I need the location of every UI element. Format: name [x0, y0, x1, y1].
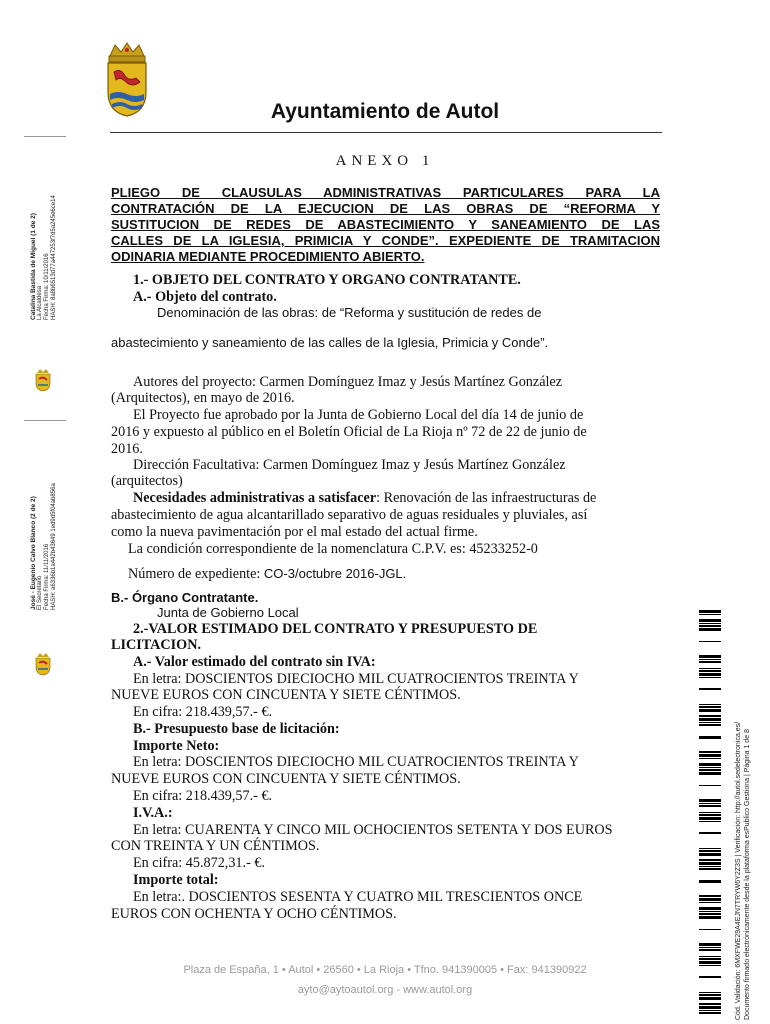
section1-heading: 1.- OBJETO DEL CONTRATO Y ORGANO CONTRATANTE. [133, 272, 521, 288]
barcode-bar [699, 961, 721, 964]
barcode-bar [699, 895, 721, 897]
seal-icon [34, 652, 52, 676]
importe-total-label: Importe total: [133, 872, 219, 888]
barcode-bar [699, 763, 721, 766]
barcode-bar [699, 817, 721, 820]
signature-divider [24, 136, 66, 137]
barcode-bar [699, 769, 721, 771]
barcode-bar [699, 992, 721, 993]
signature-text [30, 483, 58, 610]
barcode-bar [699, 859, 721, 861]
barcode-bar [699, 949, 721, 951]
barcode-bar [699, 767, 721, 768]
barcode-bar [699, 997, 721, 1000]
barcode-bar [699, 866, 721, 867]
barcode-bar [699, 704, 721, 705]
barcode-bar [699, 965, 721, 966]
barcode-bar [699, 659, 721, 660]
barcode-bar [699, 913, 721, 915]
barcode-bar [699, 943, 721, 946]
barcode-bar [699, 799, 721, 802]
expediente-value: CO-3/octubre 2016-JGL. [263, 566, 407, 581]
barcode-bar [699, 1006, 721, 1009]
seal-icon [34, 368, 52, 392]
barcode-bar [699, 673, 721, 676]
amount-line: En cifra: 218.439,57.- €. [133, 788, 273, 804]
barcode-bar [699, 641, 721, 642]
amount-line: En cifra: 218.439,57.- €. [133, 704, 273, 720]
expediente-label: Número de expediente: [128, 566, 264, 582]
section1-subheading-b: B.- Órgano Contratante. [111, 590, 259, 605]
aprobado-line: 2016 y expuesto al público en el Boletín Oficial de La Rioja nº 72 de 22 de junio de [111, 424, 587, 440]
barcode-bar [699, 758, 721, 759]
iva-label: I.V.A.: [133, 805, 173, 821]
barcode-bar [699, 751, 721, 753]
barcode-bar [699, 722, 721, 723]
barcode-bar [699, 929, 721, 930]
amount-line: En letra:. DOSCIENTOS SESENTA Y CUATRO MIL TRESCIENTOS ONCE [133, 889, 583, 905]
signer-name: José - Eugenio Calvo Blanco (2 de 2) [30, 496, 37, 610]
barcode-bar [699, 623, 721, 624]
barcode-bar [699, 655, 721, 658]
barcode-bar [699, 709, 721, 712]
header-divider [110, 132, 662, 133]
footer-contact: ayto@aytoautol.org - www.autol.org [297, 984, 473, 996]
autores-line: Autores del proyecto: Carmen Domínguez Imaz y Jesús Martínez González [133, 374, 563, 390]
section2-heading: LICITACION. [111, 637, 202, 653]
barcode-bar [699, 614, 721, 615]
section2-heading: 2.-VALOR ESTIMADO DEL CONTRATO Y PRESUPUESTO DE [133, 621, 538, 637]
barcode-bar [699, 916, 721, 919]
barcode-bar [699, 619, 721, 622]
barcode-bar [699, 1010, 721, 1011]
barcode-bar [699, 947, 721, 948]
barcode-bar [699, 850, 721, 852]
barcode-bar [699, 803, 721, 804]
barcode-bar [699, 736, 721, 739]
document-title-line: ODINARIA MEDIANTE PROCEDIMIENTO ABIERTO. [111, 249, 425, 264]
document-title-line: CONTRATACIÓN DE LA EJECUCION DE LAS OBRAS DE “REFORMA Y [111, 201, 660, 216]
barcode-bar [699, 821, 721, 822]
barcode-bar [699, 677, 721, 678]
signer-role: El Secretario [37, 575, 43, 610]
barcode-bar [699, 880, 721, 883]
barcode-bar [699, 625, 721, 627]
barcode-bar [699, 715, 721, 717]
amount-line: NUEVE EUROS CON CINCUENTA Y SIETE CÉNTIMOS. [111, 771, 461, 787]
expediente-line [128, 565, 406, 583]
barcode-bar [699, 718, 721, 721]
signer-role: La Alcaldesa [37, 285, 43, 320]
barcode-bar [699, 911, 721, 912]
barcode-bar [699, 848, 721, 849]
barcode-bar [699, 688, 721, 690]
signature-date: Fecha Firma: 10/11/2016 [44, 253, 50, 320]
denominacion-line: abastecimiento y saneamiento de las calles de la Iglesia, Primicia y Conde”. [111, 335, 549, 350]
necesidades-line: abastecimiento de agua alcantarillado separativo de aguas residuales y pluviales, así [111, 507, 588, 523]
denominacion-line: Denominación de las obras: de “Reforma y sustitución de redes de [157, 305, 542, 320]
document-title-line: SUSTITUCION DE REDES DE ABASTECIMIENTO Y SANEAMIENTO DE LAS [111, 217, 660, 232]
section2-subheading-b: B.- Presupuesto base de licitación: [133, 721, 340, 737]
direccion-line: Dirección Facultativa: Carmen Domínguez Imaz y Jesús Martínez González [133, 457, 566, 473]
barcode-bar [699, 958, 721, 960]
barcode-bar [699, 785, 721, 786]
barcode-bar [699, 814, 721, 816]
signature-stamp [30, 483, 70, 750]
signature-date: Fecha Firma: 11/11/2016 [44, 543, 50, 610]
signature-hash: HASH: a6336b1a442b43649 1ed9d5f04ab856a [51, 483, 57, 610]
signature-hash: HASH: 8a8b6513d77a447253f7d5a245e6ce14 [51, 195, 57, 320]
barcode-bar [699, 994, 721, 996]
necesidades-text: : Renovación de las infraestructuras de [376, 490, 597, 506]
signer-name: Catalina Bastida de Miguel (1 de 2) [30, 213, 37, 320]
aprobado-line: 2016. [111, 441, 143, 457]
barcode-bar [699, 898, 721, 901]
signature-text [30, 195, 58, 320]
amount-line: En cifra: 45.872,31.- €. [133, 855, 265, 871]
barcode-bar [699, 724, 721, 726]
amount-line: En letra: DOSCIENTOS DIECIOCHO MIL CUATROCIENTOS TREINTA Y [133, 754, 579, 770]
amount-line: EUROS CON OCHENTA Y OCHO CÉNTIMOS. [111, 906, 397, 922]
barcode-bar [699, 862, 721, 865]
barcode-bar [699, 902, 721, 903]
barcode-bar [699, 772, 721, 775]
autores-line: (Arquitectos), en mayo de 2016. [111, 390, 295, 406]
aprobado-line: El Proyecto fue aprobado por la Junta de Gobierno Local del día 14 de junio de [133, 407, 584, 423]
amount-line: CON TREINTA Y UN CÉNTIMOS. [111, 838, 320, 854]
barcode-bar [699, 812, 721, 813]
barcode-bar [699, 868, 721, 870]
barcode-bar [699, 610, 721, 613]
barcode-bar [699, 1012, 721, 1014]
section2-subheading-a: A.- Valor estimado del contrato sin IVA: [133, 654, 376, 670]
cpv-line: La condición correspondiente de la nomenclatura C.P.V. es: 45233252-0 [128, 541, 538, 557]
barcode-bar [699, 628, 721, 631]
document-title-line: CALLES DE LA IGLESIA, PRIMICIA Y CONDE”. EXPEDIENTE DE TRAMITACION [111, 233, 660, 248]
document-title-line: PLIEGO DE CLAUSULAS ADMINISTRATIVAS PARTICULARES PARA LA [111, 185, 660, 200]
amount-line: NUEVE EUROS CON CINCUENTA Y SIETE CÉNTIMOS. [111, 687, 461, 703]
barcode-bar [699, 956, 721, 957]
verification-platform: Documento firmado electrónicamente desde la plataforma esPublico Gestiona | Página 1 de 8 [744, 729, 751, 1020]
annex-title: ANEXO 1 [335, 153, 435, 169]
amount-line: En letra: CUARENTA Y CINCO MIL OCHOCIENTOS SETENTA Y DOS EUROS [133, 822, 613, 838]
direccion-line: (arquitectos) [111, 473, 183, 489]
barcode-bar [699, 832, 721, 834]
organo-line: Junta de Gobierno Local [157, 605, 299, 620]
barcode-icon [699, 610, 721, 1020]
barcode-bar [699, 976, 721, 978]
barcode-bar [699, 670, 721, 672]
barcode-bar [699, 668, 721, 669]
signature-divider [24, 420, 66, 421]
necesidades-line: como la nueva pavimentación por el mal estado del actual firme. [111, 524, 478, 540]
barcode-bar [699, 805, 721, 807]
barcode-bar [699, 907, 721, 910]
section1-subheading-a: A.- Objeto del contrato. [133, 289, 277, 305]
amount-line: En letra: DOSCIENTOS DIECIOCHO MIL CUATROCIENTOS TREINTA Y [133, 671, 579, 687]
verification-code: Cód. Validación: 6MXFWE29A4EJN7TRYW6Y2Z3S | Verificación: http://autol.sedelectronica.es/ [735, 721, 742, 1020]
page-title: Ayuntamiento de Autol [270, 100, 500, 123]
importe-neto-label: Importe Neto: [133, 738, 220, 754]
necesidades-label: Necesidades administrativas a satisfacer [133, 490, 377, 506]
barcode-bar [699, 754, 721, 757]
barcode-bar [699, 706, 721, 708]
footer-address: Plaza de España, 1 • Autol • 26560 • La Rioja • Tfno. 941390005 • Fax: 941390922 [183, 964, 587, 976]
barcode-bar [699, 661, 721, 663]
barcode-bar [699, 1003, 721, 1005]
barcode-bar [699, 853, 721, 856]
necesidades-line [133, 490, 596, 507]
